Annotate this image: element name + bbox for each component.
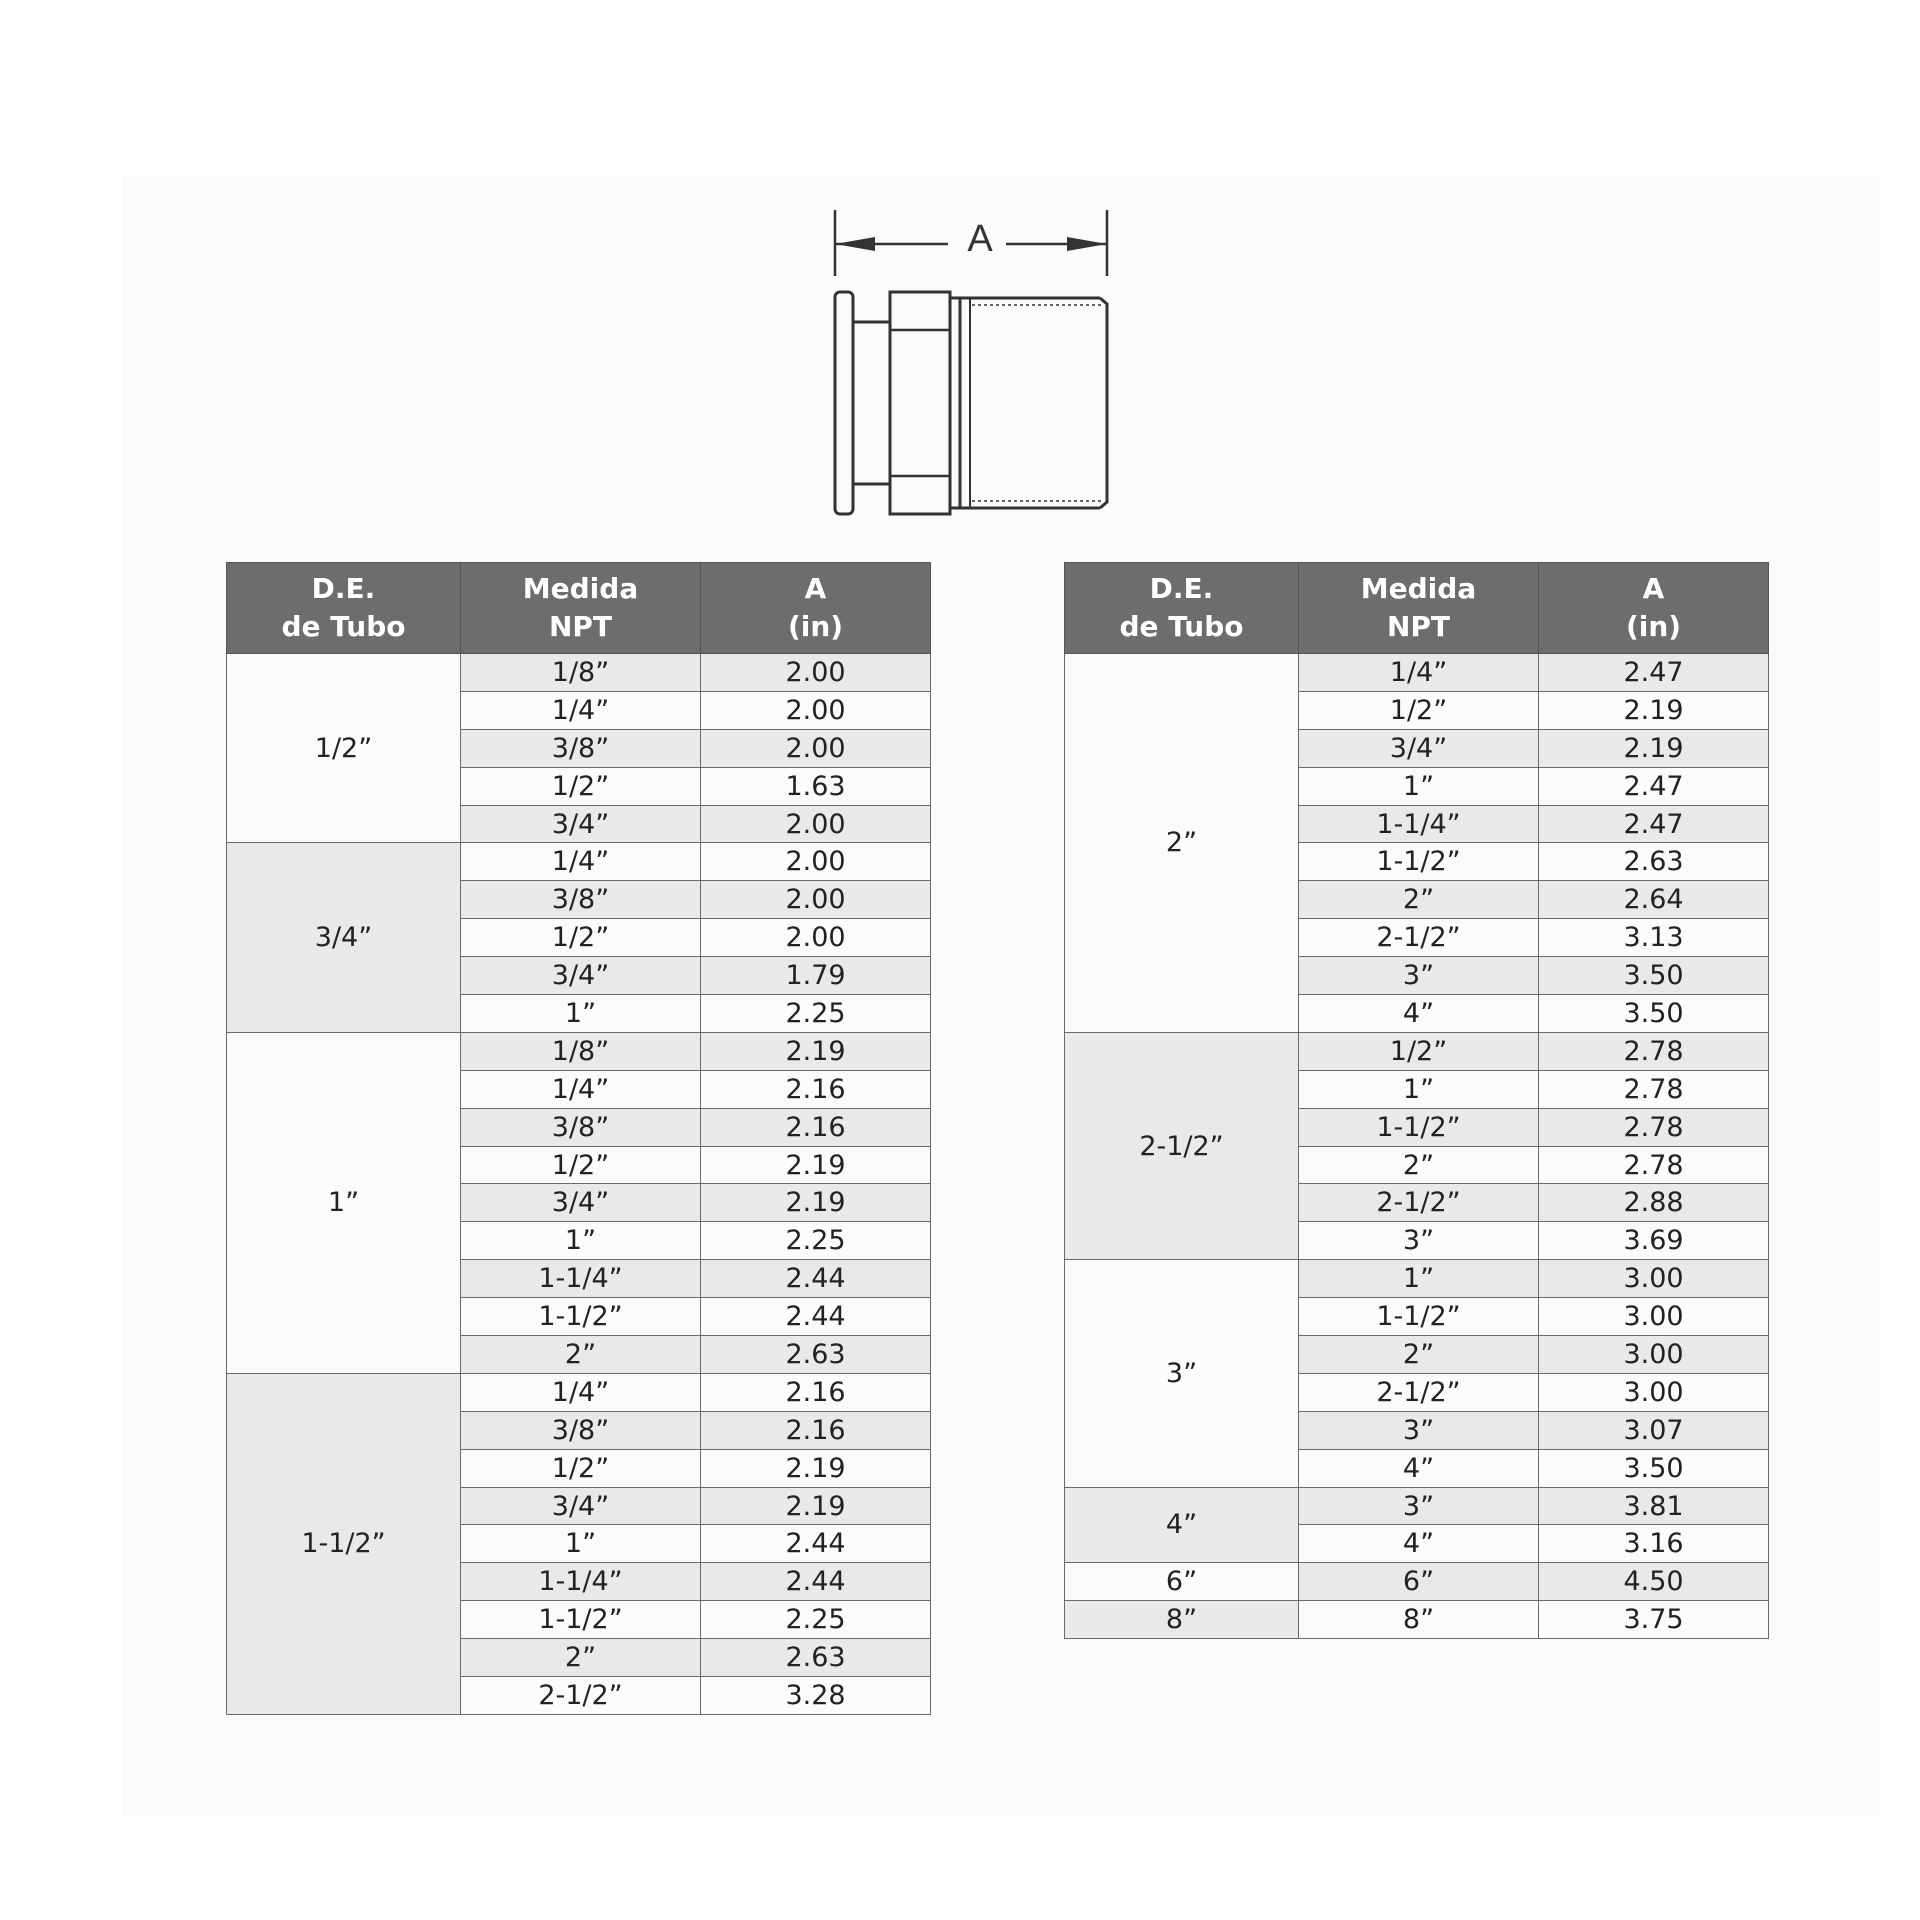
dimension-a-cell: 2.16 xyxy=(701,1070,931,1108)
dimension-a-cell: 2.88 xyxy=(1539,1184,1769,1222)
dimension-a-cell: 3.50 xyxy=(1539,957,1769,995)
npt-size-cell: 1” xyxy=(461,1222,701,1260)
dimension-a-cell: 4.50 xyxy=(1539,1563,1769,1601)
tube-od-cell: 4” xyxy=(1065,1487,1299,1563)
npt-size-cell: 1-1/2” xyxy=(1299,1108,1539,1146)
dimension-a-cell: 3.75 xyxy=(1539,1601,1769,1639)
header-dimension-a xyxy=(1539,563,1769,654)
header-npt-size xyxy=(1299,563,1539,654)
table-row xyxy=(227,654,931,692)
dimension-a-cell: 2.63 xyxy=(701,1639,931,1677)
dimension-a-cell: 2.00 xyxy=(701,919,931,957)
dimension-a-cell: 2.44 xyxy=(701,1260,931,1298)
npt-size-cell: 4” xyxy=(1299,1525,1539,1563)
npt-size-cell: 1/2” xyxy=(1299,1032,1539,1070)
header-dimension-a-line1: A xyxy=(804,572,827,605)
header-tube-od xyxy=(1065,563,1299,654)
table-row xyxy=(1065,654,1769,692)
dimension-a-cell: 2.63 xyxy=(1539,843,1769,881)
npt-size-cell: 4” xyxy=(1299,995,1539,1033)
dimension-a-cell: 2.25 xyxy=(701,1222,931,1260)
npt-size-cell: 1” xyxy=(1299,1070,1539,1108)
table-header-row xyxy=(1065,563,1769,654)
npt-size-cell: 2” xyxy=(461,1639,701,1677)
dimension-a-cell: 2.25 xyxy=(701,1601,931,1639)
header-npt-size-line2: NPT xyxy=(1386,610,1451,643)
dimension-a-cell: 3.13 xyxy=(1539,919,1769,957)
dimension-a-cell: 1.63 xyxy=(701,767,931,805)
dimension-a-cell: 3.16 xyxy=(1539,1525,1769,1563)
npt-size-cell: 1-1/2” xyxy=(1299,843,1539,881)
table-row xyxy=(227,843,931,881)
dimension-a-cell: 2.00 xyxy=(701,691,931,729)
dimension-a-cell: 1.79 xyxy=(701,957,931,995)
dimension-a-cell: 2.16 xyxy=(701,1373,931,1411)
tube-od-cell: 6” xyxy=(1065,1563,1299,1601)
dimension-a-cell: 2.78 xyxy=(1539,1146,1769,1184)
dimension-a-cell: 2.19 xyxy=(701,1032,931,1070)
dimension-a-cell: 2.78 xyxy=(1539,1070,1769,1108)
npt-size-cell: 1/2” xyxy=(461,767,701,805)
tube-od-cell: 2-1/2” xyxy=(1065,1032,1299,1259)
header-dimension-a xyxy=(701,563,931,654)
npt-size-cell: 1/2” xyxy=(461,1146,701,1184)
tube-od-cell: 3/4” xyxy=(227,843,461,1032)
dimension-a-cell: 3.69 xyxy=(1539,1222,1769,1260)
dimension-a-cell: 2.16 xyxy=(701,1108,931,1146)
table-row xyxy=(227,1032,931,1070)
npt-size-cell: 1-1/4” xyxy=(461,1563,701,1601)
header-npt-size-line2: NPT xyxy=(548,610,613,643)
npt-size-cell: 3/8” xyxy=(461,881,701,919)
dimension-a-cell: 2.00 xyxy=(701,729,931,767)
table-header-row xyxy=(227,563,931,654)
tube-od-cell: 8” xyxy=(1065,1601,1299,1639)
dimension-a-cell: 2.19 xyxy=(701,1449,931,1487)
npt-size-cell: 1” xyxy=(461,1525,701,1563)
npt-size-cell: 3” xyxy=(1299,1487,1539,1525)
table-row xyxy=(1065,1032,1769,1070)
npt-size-cell: 1/2” xyxy=(461,919,701,957)
table-row xyxy=(1065,1487,1769,1525)
npt-size-cell: 3/4” xyxy=(461,957,701,995)
dimension-a-cell: 2.47 xyxy=(1539,767,1769,805)
dimension-a-cell: 2.00 xyxy=(701,654,931,692)
npt-size-cell: 3/4” xyxy=(461,1184,701,1222)
npt-size-cell: 1/8” xyxy=(461,1032,701,1070)
npt-size-cell: 3” xyxy=(1299,1222,1539,1260)
npt-size-cell: 1” xyxy=(1299,767,1539,805)
header-npt-size-line1: Medida xyxy=(522,572,639,605)
npt-size-cell: 3” xyxy=(1299,957,1539,995)
npt-size-cell: 1/8” xyxy=(461,654,701,692)
dimension-a-cell: 3.00 xyxy=(1539,1298,1769,1336)
npt-size-cell: 3/8” xyxy=(461,729,701,767)
header-tube-od-line1: D.E. xyxy=(311,572,376,605)
dimension-a-cell: 3.50 xyxy=(1539,995,1769,1033)
dimension-a-cell: 2.19 xyxy=(701,1184,931,1222)
npt-size-cell: 1/2” xyxy=(461,1449,701,1487)
npt-size-cell: 3/8” xyxy=(461,1411,701,1449)
header-dimension-a-line2: (in) xyxy=(787,610,844,643)
npt-size-cell: 1/4” xyxy=(461,843,701,881)
npt-size-cell: 1/4” xyxy=(1299,654,1539,692)
dimension-a-cell: 3.00 xyxy=(1539,1260,1769,1298)
table-row xyxy=(1065,1563,1769,1601)
dimension-a-cell: 2.47 xyxy=(1539,654,1769,692)
npt-size-cell: 2” xyxy=(1299,881,1539,919)
dimension-a-cell: 2.00 xyxy=(701,805,931,843)
header-tube-od xyxy=(227,563,461,654)
dimension-a-cell: 3.28 xyxy=(701,1677,931,1715)
dimension-a-cell: 2.63 xyxy=(701,1336,931,1374)
npt-size-cell: 3/4” xyxy=(461,1487,701,1525)
npt-size-cell: 2-1/2” xyxy=(1299,1373,1539,1411)
npt-size-cell: 2-1/2” xyxy=(461,1677,701,1715)
dimension-a-cell: 3.00 xyxy=(1539,1336,1769,1374)
dimension-a-cell: 2.16 xyxy=(701,1411,931,1449)
table-row xyxy=(1065,1601,1769,1639)
header-npt-size xyxy=(461,563,701,654)
npt-size-cell: 6” xyxy=(1299,1563,1539,1601)
npt-size-cell: 3/8” xyxy=(461,1108,701,1146)
npt-size-cell: 2-1/2” xyxy=(1299,1184,1539,1222)
header-npt-size-line1: Medida xyxy=(1360,572,1477,605)
npt-size-cell: 3/4” xyxy=(461,805,701,843)
tube-od-cell: 1” xyxy=(227,1032,461,1373)
npt-size-cell: 1/4” xyxy=(461,691,701,729)
npt-size-cell: 1/4” xyxy=(461,1070,701,1108)
dimension-a-cell: 2.44 xyxy=(701,1298,931,1336)
dimension-a-cell: 2.00 xyxy=(701,843,931,881)
npt-size-cell: 2” xyxy=(461,1336,701,1374)
dimension-a-cell: 2.47 xyxy=(1539,805,1769,843)
npt-size-cell: 1-1/2” xyxy=(461,1601,701,1639)
fitting-diagram xyxy=(820,200,1140,530)
dimension-a-cell: 2.25 xyxy=(701,995,931,1033)
dimension-a-cell: 2.19 xyxy=(701,1487,931,1525)
dimension-a-cell: 2.19 xyxy=(1539,729,1769,767)
npt-size-cell: 2” xyxy=(1299,1336,1539,1374)
dimension-a-cell: 2.44 xyxy=(701,1563,931,1601)
dimension-label: A xyxy=(967,218,993,260)
table-row xyxy=(227,1373,931,1411)
npt-size-cell: 1” xyxy=(461,995,701,1033)
npt-size-cell: 1” xyxy=(1299,1260,1539,1298)
tube-od-cell: 2” xyxy=(1065,654,1299,1033)
dimension-a-cell: 2.44 xyxy=(701,1525,931,1563)
dimension-table-left xyxy=(226,562,931,1715)
dimension-a-cell: 2.19 xyxy=(701,1146,931,1184)
dimension-a-cell: 3.00 xyxy=(1539,1373,1769,1411)
npt-size-cell: 3” xyxy=(1299,1411,1539,1449)
npt-size-cell: 1-1/2” xyxy=(461,1298,701,1336)
npt-size-cell: 1/4” xyxy=(461,1373,701,1411)
npt-size-cell: 8” xyxy=(1299,1601,1539,1639)
header-tube-od-line2: de Tubo xyxy=(281,610,406,643)
npt-size-cell: 3/4” xyxy=(1299,729,1539,767)
dimension-a-cell: 2.64 xyxy=(1539,881,1769,919)
npt-size-cell: 4” xyxy=(1299,1449,1539,1487)
table-row xyxy=(1065,1260,1769,1298)
npt-size-cell: 1-1/4” xyxy=(461,1260,701,1298)
npt-size-cell: 1-1/4” xyxy=(1299,805,1539,843)
dimension-a-cell: 2.19 xyxy=(1539,691,1769,729)
tube-od-cell: 1/2” xyxy=(227,654,461,843)
dimension-a-cell: 2.78 xyxy=(1539,1108,1769,1146)
dimension-a-cell: 2.00 xyxy=(701,881,931,919)
dimension-a-cell: 3.50 xyxy=(1539,1449,1769,1487)
header-dimension-a-line1: A xyxy=(1642,572,1665,605)
npt-size-cell: 1-1/2” xyxy=(1299,1298,1539,1336)
dimension-a-cell: 2.78 xyxy=(1539,1032,1769,1070)
npt-size-cell: 2-1/2” xyxy=(1299,919,1539,957)
tube-od-cell: 3” xyxy=(1065,1260,1299,1487)
dimension-a-cell: 3.81 xyxy=(1539,1487,1769,1525)
header-tube-od-line1: D.E. xyxy=(1149,572,1214,605)
header-tube-od-line2: de Tubo xyxy=(1119,610,1244,643)
header-dimension-a-line2: (in) xyxy=(1625,610,1682,643)
npt-size-cell: 1/2” xyxy=(1299,691,1539,729)
dimension-a-cell: 3.07 xyxy=(1539,1411,1769,1449)
tube-od-cell: 1-1/2” xyxy=(227,1373,461,1714)
dimension-table-right xyxy=(1064,562,1769,1639)
npt-size-cell: 2” xyxy=(1299,1146,1539,1184)
